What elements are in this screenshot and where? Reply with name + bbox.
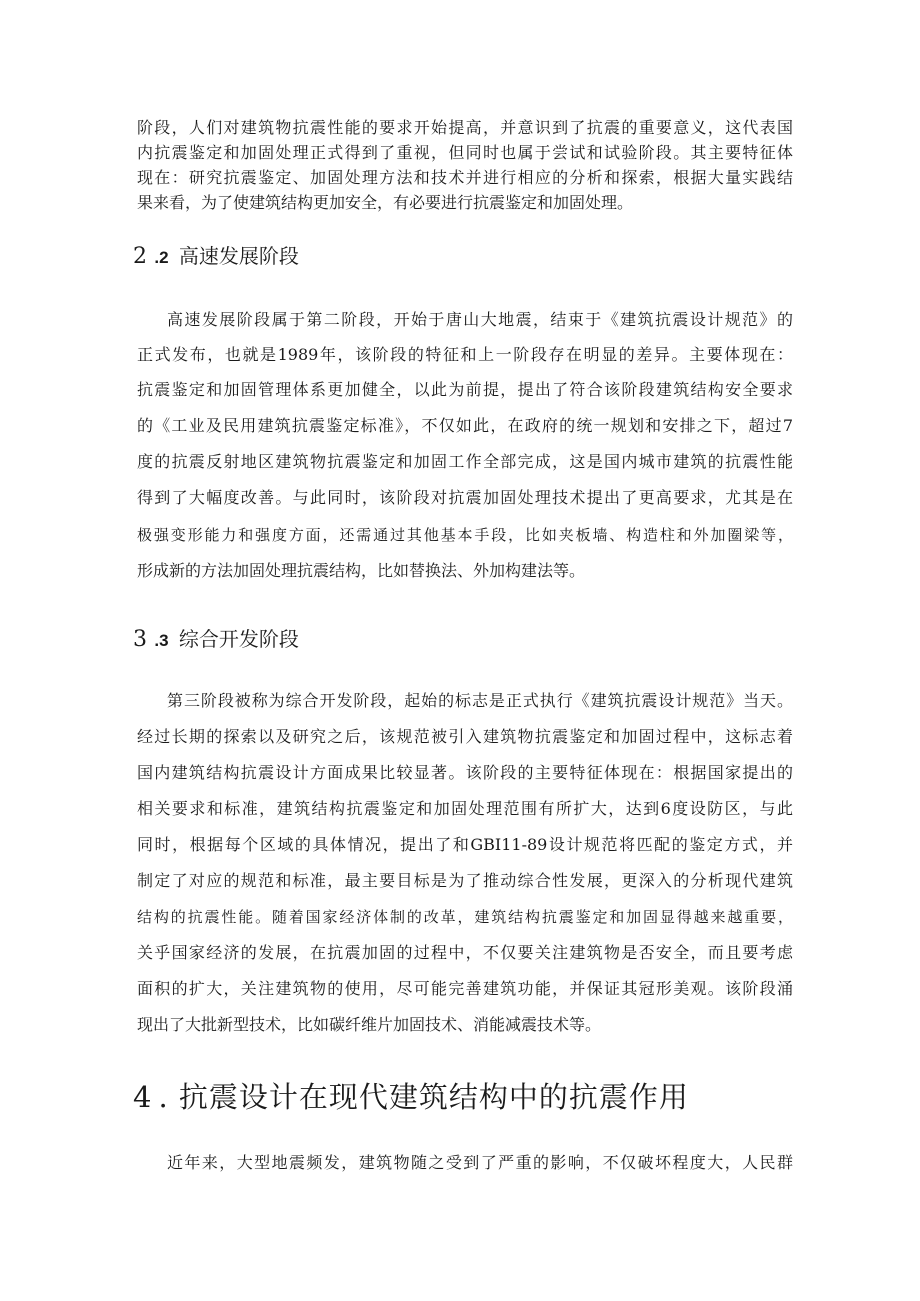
heading-subnumber: .2	[154, 248, 169, 267]
heading-number: 3	[133, 627, 148, 652]
heading-title: 抗震设计在现代建筑结构中的抗震作用	[178, 1080, 689, 1114]
heading-title: 高速发展阶段	[178, 244, 299, 268]
paragraph-line: 结构的抗震性能。随着国家经济体制的改革，建筑结构抗震鉴定和加固显得越来越重要，	[137, 908, 793, 926]
paragraph-line: 同时，根据每个区域的具体情况，提出了和GBI11-89设计规范将匹配的鉴定方式，并	[137, 835, 793, 854]
paragraph-line: 内抗震鉴定和加固处理正式得到了重视，但同时也属于尝试和试验阶段。其主要特征体	[137, 143, 793, 162]
paragraph-line: 极强变形能力和强度方面，还需通过其他基本手段，比如夹板墙、构造柱和外加圈梁等，	[137, 526, 793, 544]
paragraph-line: 度的抗震反射地区建筑物抗震鉴定和加固工作全部完成，这是国内城市建筑的抗震性能	[137, 452, 793, 471]
heading-subnumber: .3	[154, 631, 169, 650]
heading-number: 4	[133, 1080, 153, 1114]
paragraph-line: 现在：研究抗震鉴定、加固处理方法和技术并进行相应的分析和探索，根据大量实践结	[137, 168, 793, 187]
paragraph-line: 高速发展阶段属于第二阶段，开始于唐山大地震，结束于《建筑抗震设计规范》的	[167, 310, 793, 329]
paragraph-line: 经过长期的探索以及研究之后，该规范被引入建筑物抗震鉴定和加固过程中，这标志着	[137, 727, 793, 746]
paragraph-line: 抗震鉴定和加固管理体系更加健全，以此为前提，提出了符合该阶段建筑结构安全要求	[137, 380, 793, 399]
paragraph-line: 正式发布，也就是1989年，该阶段的特征和上一阶段存在明显的差异。主要体现在：	[137, 345, 793, 364]
paragraph-line: 相关要求和标准，建筑结构抗震鉴定和加固处理范围有所扩大，达到6度设防区，与此	[137, 799, 793, 818]
paragraph-line: 阶段，人们对建筑物抗震性能的要求开始提高，并意识到了抗震的重要意义，这代表国	[137, 118, 793, 137]
section-heading-3-3	[133, 625, 299, 655]
heading-number: 2	[133, 244, 148, 269]
section-heading-2-2	[133, 242, 299, 272]
paragraph-line: 面积的扩大，关注建筑物的使用，尽可能完善建筑功能，并保证其冠形美观。该阶段涌	[137, 979, 793, 998]
paragraph-line: 得到了大幅度改善。与此同时，该阶段对抗震加固处理技术提出了更高要求，尤其是在	[137, 488, 793, 507]
paragraph-line: 第三阶段被称为综合开发阶段，起始的标志是正式执行《建筑抗震设计规范》当天。	[167, 691, 793, 710]
heading-title: 综合开发阶段	[178, 627, 299, 651]
paragraph-line: 形成新的方法加固处理抗震结构，比如替换法、外加构建法等。	[137, 561, 586, 580]
heading-dot: .	[158, 1080, 169, 1114]
paragraph-line: 近年来，大型地震频发，建筑物随之受到了严重的影响，不仅破坏程度大，人民群	[167, 1153, 793, 1172]
paragraph-line: 国内建筑结构抗震设计方面成果比较显著。该阶段的主要特征体现在：根据国家提出的	[137, 763, 793, 782]
paragraph-line: 关乎国家经济的发展，在抗震加固的过程中，不仅要关注建筑物是否安全，而且要考虑	[137, 943, 793, 962]
paragraph-line: 果来看，为了使建筑结构更加安全，有必要进行抗震鉴定和加固处理。	[137, 193, 634, 212]
paragraph-line: 制定了对应的规范和标准，最主要目标是为了推动综合性发展，更深入的分析现代建筑	[137, 871, 793, 890]
chapter-heading-4	[133, 1078, 689, 1116]
paragraph-line: 现出了大批新型技术，比如碳纤维片加固技术、消能减震技术等。	[137, 1015, 602, 1034]
paragraph-line: 的《工业及民用建筑抗震鉴定标准》，不仅如此，在政府的统一规划和安排之下，超过7	[137, 416, 793, 435]
